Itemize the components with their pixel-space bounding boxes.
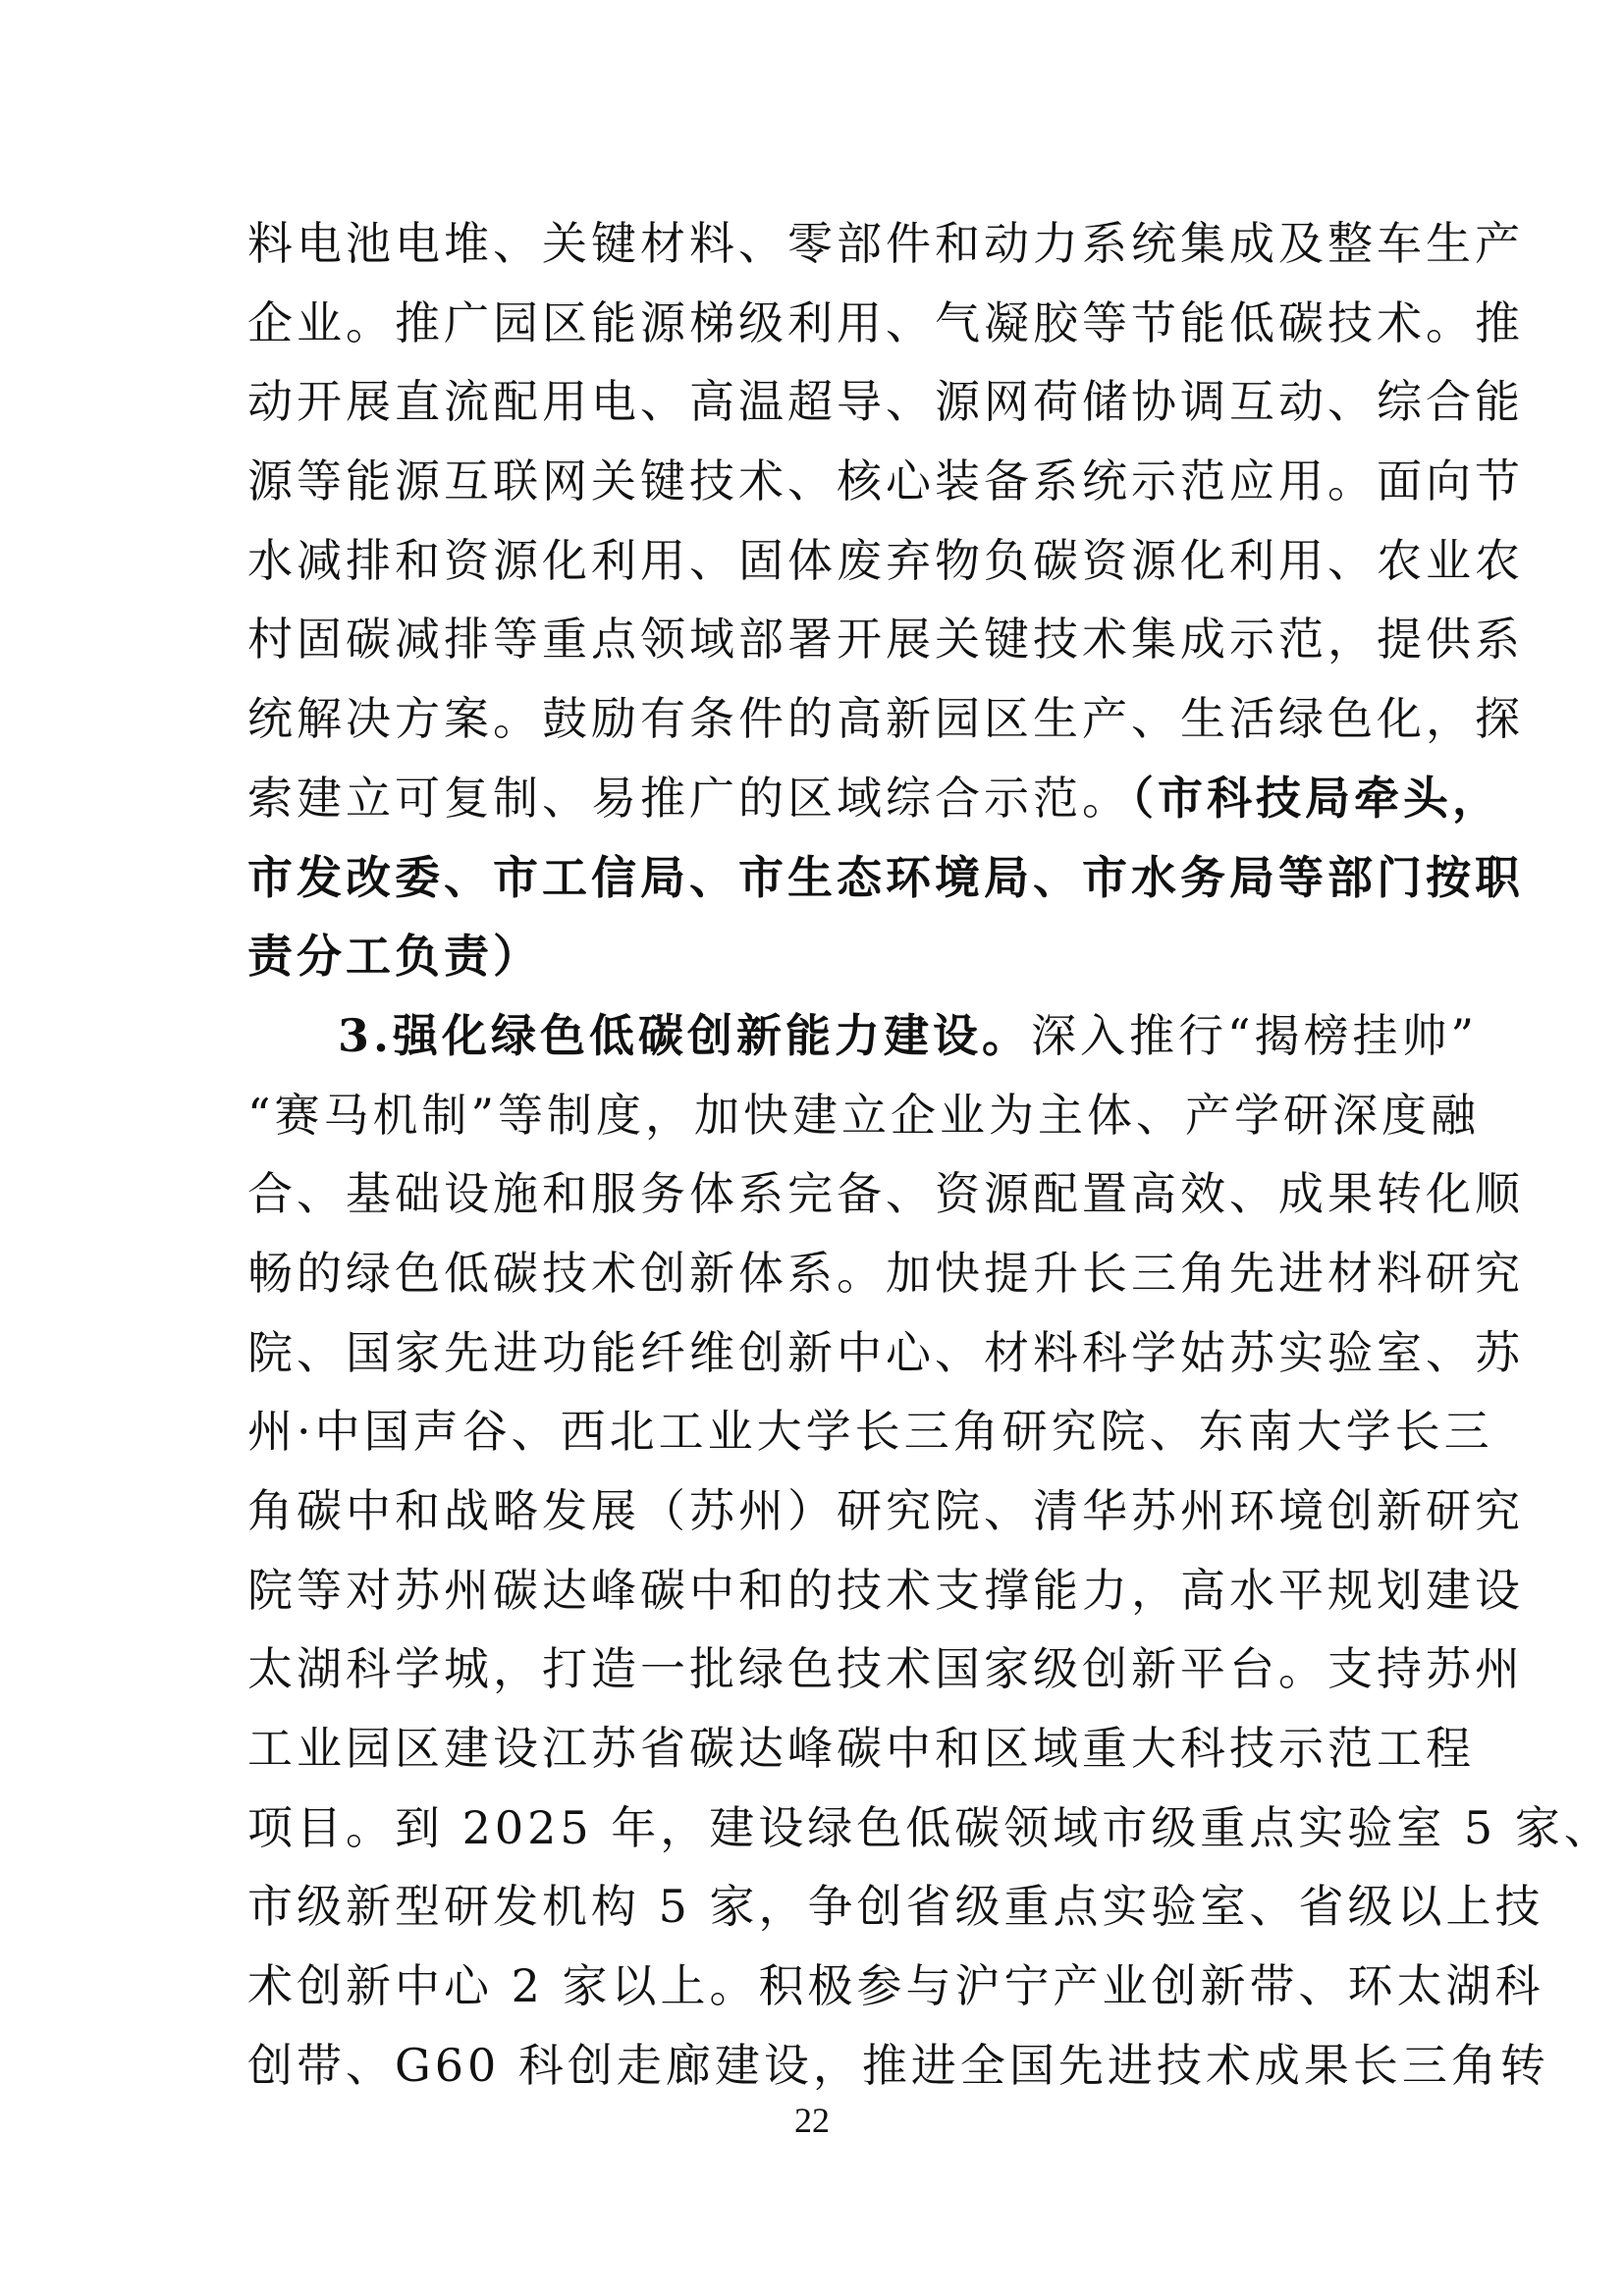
text-line-5: 水减排和资源化利用、固体废弃物负碳资源化利用、农业农	[247, 533, 1524, 587]
section-line-11: 市级新型研发机构 5 家，争创省级重点实验室、省级以上技	[247, 1880, 1544, 1934]
text-line-1: 料电池电堆、关键材料、零部件和动力系统集成及整车生产	[247, 217, 1524, 270]
section-line-1: “赛马机制”等制度，加快建立企业为主体、产学研深度融	[247, 1088, 1481, 1142]
responsibility-note-line-2: 市发改委、市工信局、市生态环境局、市水务局等部门按职	[247, 850, 1524, 904]
text-line-2: 企业。推广园区能源梯级利用、气凝胶等节能低碳技术。推	[247, 295, 1524, 349]
text-line-3: 动开展直流配用电、高温超导、源网荷储协调互动、综合能	[247, 375, 1524, 429]
section-line-13: 创带、G60 科创走廊建设，推进全国先进技术成果长三角转	[247, 2038, 1549, 2092]
text-line-4: 源等能源互联网关键技术、核心装备系统示范应用。面向节	[247, 454, 1524, 508]
text-line-8	[247, 759, 1501, 838]
responsibility-note-start: （市科技局牵头，	[1131, 771, 1501, 825]
section-heading-rest: 深入推行“揭榜挂帅”	[1031, 1008, 1479, 1062]
section-line-7: 院等对苏州碳达峰碳中和的技术支撑能力，高水平规划建设	[247, 1563, 1524, 1617]
section-line-2: 合、基础设施和服务体系完备、资源配置高效、成果转化顺	[247, 1167, 1524, 1221]
section-line-5: 州·中国声谷、西北工业大学长三角研究院、东南大学长三	[247, 1405, 1493, 1459]
section-line-3: 畅的绿色低碳技术创新体系。加快提升长三角先进材料研究	[247, 1246, 1524, 1300]
section-line-8: 太湖科学城，打造一批绿色技术国家级创新平台。支持苏州	[247, 1642, 1524, 1696]
document-body	[247, 204, 1613, 2106]
section-line-10: 项目。到 2025 年，建设绿色低碳领域市级重点实验室 5 家、	[247, 1800, 1613, 1854]
text-line-6: 村固碳减排等重点领域部署开展关键技术集成示范，提供系	[247, 613, 1524, 667]
section-3-first-line	[247, 996, 1479, 1076]
section-line-4: 院、国家先进功能纤维创新中心、材料科学姑苏实验室、苏	[247, 1325, 1524, 1379]
section-heading: 3.强化绿色低碳创新能力建设。	[338, 1008, 1032, 1062]
section-line-9: 工业园区建设江苏省碳达峰碳中和区域重大科技示范工程	[247, 1722, 1475, 1776]
section-line-12: 术创新中心 2 家以上。积极参与沪宁产业创新带、环太湖科	[247, 1959, 1544, 2013]
responsibility-note-line-3: 责分工负责）	[247, 930, 542, 984]
section-line-6: 角碳中和战略发展（苏州）研究院、清华苏州环境创新研究	[247, 1484, 1524, 1537]
text-line-8-normal: 索建立可复制、易推广的区域综合示范。	[247, 771, 1131, 825]
page-number: 22	[794, 2101, 830, 2140]
text-line-7: 统解决方案。鼓励有条件的高新园区生产、生活绿色化，探	[247, 692, 1524, 746]
